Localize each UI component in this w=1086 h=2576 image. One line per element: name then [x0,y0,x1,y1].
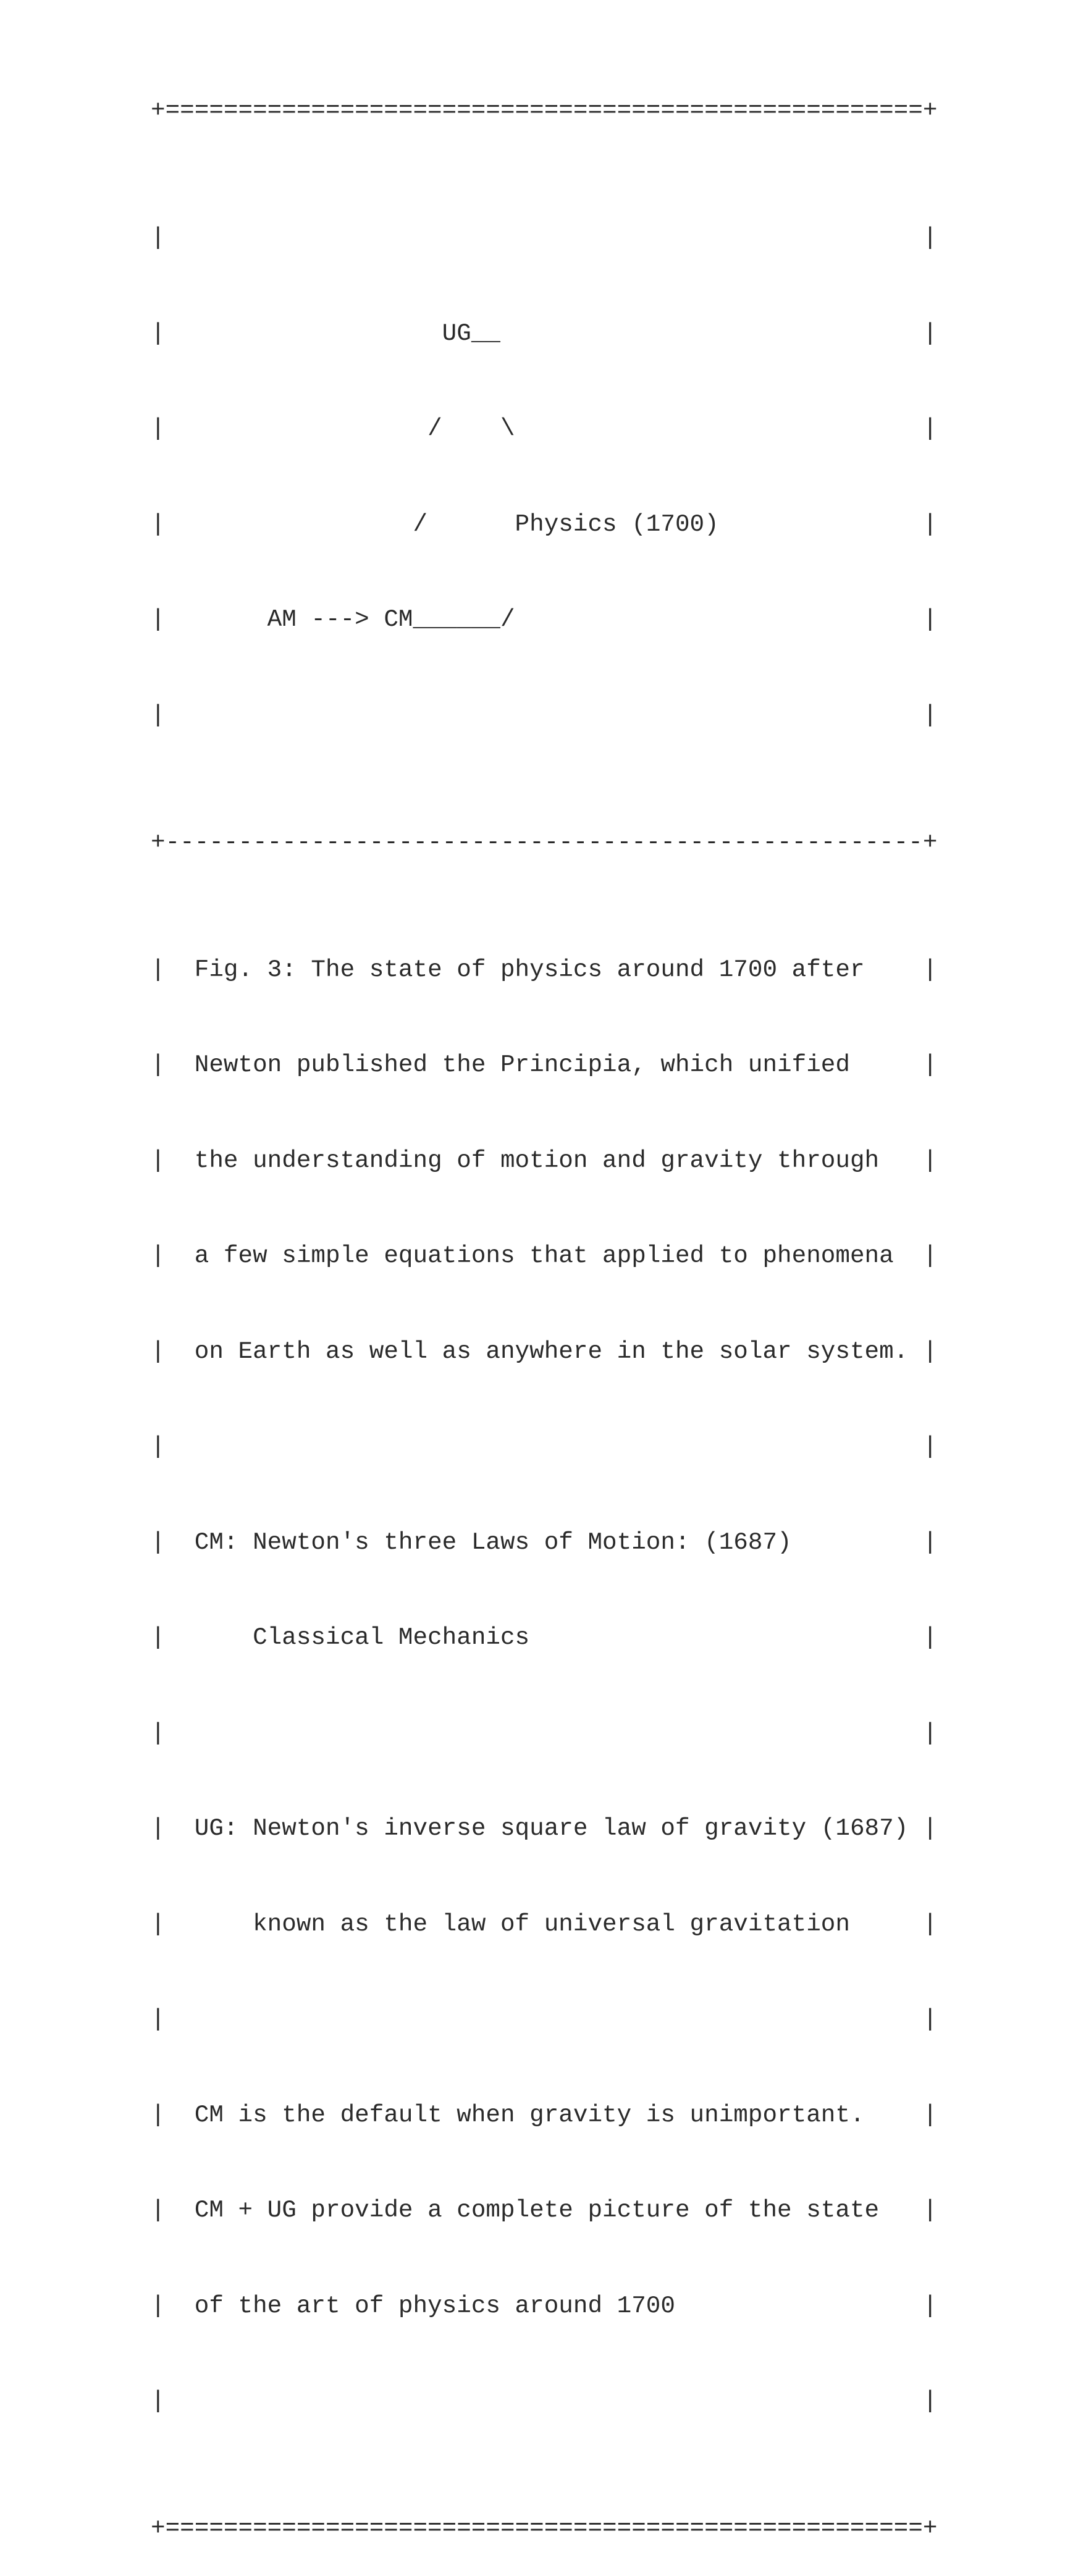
right-border: | [922,2291,938,2320]
left-border: | [151,2291,166,2320]
caption-row [151,1717,937,1749]
right-border: | [922,2196,938,2224]
left-border: | [151,1528,166,1556]
caption-line [166,2005,923,2033]
caption-line: of the art of physics around 1700 [165,2291,923,2320]
right-border: | [922,1528,938,1556]
top-border: +====================================================+ [151,96,938,124]
legend-cm-row [151,1526,937,1559]
caption-line: CM: Newton's three Laws of Motion: (1687) [165,1528,923,1556]
right-border: | [922,1433,938,1460]
left-border: | [151,510,166,538]
left-border: | [151,1242,166,1269]
right-border: | [922,605,938,633]
right-border: | [922,319,938,347]
diagram-row [151,699,937,731]
caption-line [166,1433,923,1460]
diagram-line: / \ [165,415,923,442]
bottom-border: +====================================================+ [151,2514,938,2542]
caption-line: Newton published the Principia, which unified [165,1051,923,1079]
left-border: | [151,2387,166,2415]
left-border: | [151,2196,166,2224]
caption-line: CM is the default when gravity is unimportant. [165,2100,923,2129]
right-border: | [922,510,938,538]
right-border: | [922,2005,938,2033]
caption-row [151,2003,937,2035]
right-border: | [922,2387,938,2415]
ascii-figure [151,31,937,2576]
caption-line: UG: Newton's inverse square law of gravity (1687) [165,1814,923,1842]
right-border: | [922,1719,938,1747]
right-border: | [922,1146,938,1174]
separator-border: +----------------------------------------------------+ [151,828,938,856]
note-row [151,2290,937,2322]
diagram-row-edges [151,413,937,445]
left-border: | [151,1051,166,1079]
left-border: | [151,224,166,251]
left-border: | [151,1814,166,1842]
diagram-line: UG__ [165,319,923,347]
right-border: | [922,1242,938,1269]
right-border: | [922,701,938,729]
right-border: | [922,415,938,442]
caption-row [151,954,937,986]
diagram-line: / Physics (1700) [165,510,923,538]
caption-row [151,1240,937,1272]
note-row [151,2194,937,2226]
caption-line: on Earth as well as anywhere in the solar system. [165,1337,923,1365]
legend-ug-row [151,1812,937,1845]
left-border: | [151,955,166,983]
legend-cm-row [151,1622,937,1654]
diagram-line [166,224,923,251]
left-border: | [151,415,166,442]
caption-row [151,1431,937,1463]
caption-line: CM + UG provide a complete picture of the state [165,2196,923,2224]
caption-line: Fig. 3: The state of physics around 1700 after [165,955,923,983]
caption-row [151,1049,937,1081]
caption-line: the understanding of motion and gravity through [165,1146,923,1174]
right-border: | [922,1337,938,1365]
right-border: | [922,1623,938,1651]
diagram-line [166,701,923,729]
diagram-row-ug-node [151,318,937,350]
left-border: | [151,701,166,729]
diagram-row-physics-node [151,508,937,541]
right-border: | [922,1051,938,1079]
diagram-row-am-cm-nodes [151,604,937,636]
left-border: | [151,1146,166,1174]
right-border: | [922,1814,938,1842]
caption-line: Classical Mechanics [165,1623,923,1651]
right-border: | [922,1909,938,1938]
left-border: | [151,605,166,633]
caption-line: a few simple equations that applied to phenomena [165,1242,923,1269]
diagram-line: AM ---> CM______/ [165,605,923,633]
left-border: | [151,1909,166,1938]
left-border: | [151,1433,166,1460]
left-border: | [151,1719,166,1747]
caption-line [166,2387,923,2415]
diagram-row [151,222,937,254]
left-border: | [151,2100,166,2129]
caption-line: known as the law of universal gravitation [165,1909,923,1938]
right-border: | [922,955,938,983]
caption-row [151,1336,937,1368]
caption-row [151,2385,937,2417]
right-border: | [922,2100,938,2129]
right-border: | [922,224,938,251]
caption-row [151,1145,937,1177]
legend-ug-row [151,1908,937,1940]
left-border: | [151,1337,166,1365]
left-border: | [151,1623,166,1651]
note-row [151,2099,937,2131]
left-border: | [151,319,166,347]
left-border: | [151,2005,166,2033]
caption-line [166,1719,923,1747]
